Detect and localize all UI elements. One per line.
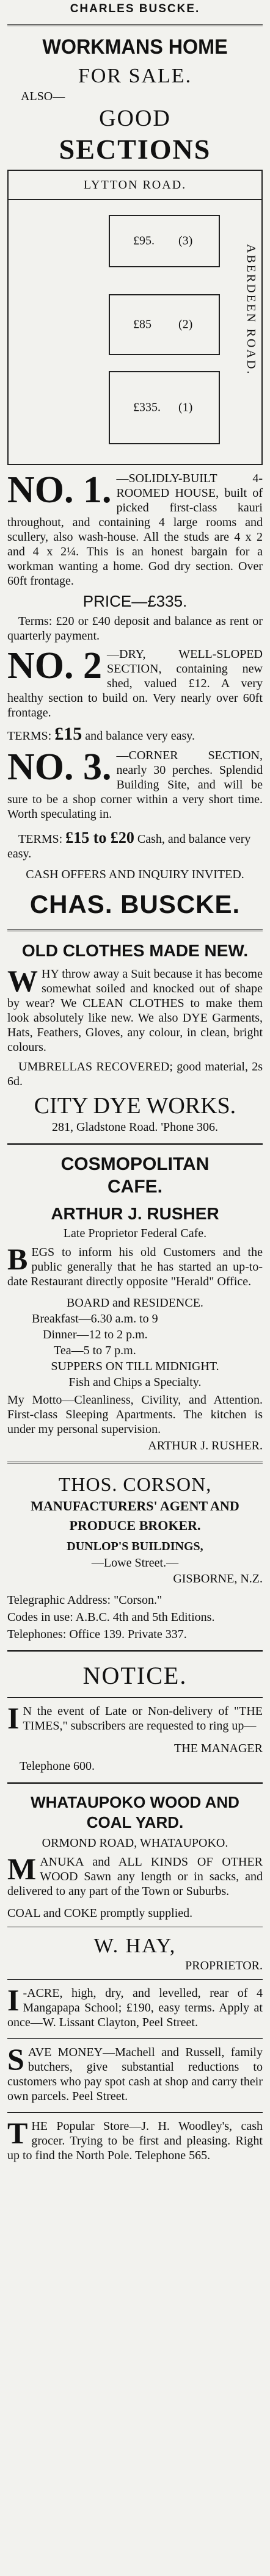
advertiser-signature: CHAS. BUSCKE. — [29, 890, 241, 918]
business-name: THOS. CORSON, — [58, 1473, 212, 1495]
sections-heading: SECTIONS — [59, 134, 211, 165]
drop-cap: I — [7, 1701, 20, 1735]
building: DUNLOP'S BUILDINGS, — [67, 1540, 203, 1553]
thos-corson-ad — [7, 1472, 263, 1642]
lot-2 — [109, 294, 220, 355]
also-label: ALSO— — [21, 90, 65, 103]
workmans-home-ad — [7, 35, 263, 921]
dye-works-ad — [7, 940, 263, 1135]
lot-price: £85 — [133, 317, 151, 331]
classified-text: HE Popular Store—J. H. Woodley's, cash grocer. Trying to be first and pleasing. Right up to find the North Pole. Telephone 565. — [7, 2120, 263, 2162]
ad-body — [7, 1852, 263, 1901]
classified-item — [7, 2042, 263, 2106]
top-banner: CHARLES BUSCKE. — [70, 2, 200, 15]
divider — [7, 2038, 263, 2039]
divider — [7, 1979, 263, 1980]
ad-title: WORKMANS HOME — [42, 35, 228, 59]
advertiser-signature: ARTHUR J. RUSHER. — [148, 1439, 263, 1452]
telegraphic-address: Telegraphic Address: "Corson." — [7, 1593, 162, 1607]
classified-text: AVE MONEY—Machell and Russell, family butchers, give substantial reductions to customers who pay spot cash at shop and carry their own parcels. Peel Street. — [7, 2046, 263, 2103]
ad-text: ANUKA and ALL KINDS OF OTHER WOOD Sawn any length or in sacks, and delivered to any part of the Town or Suburbs. — [7, 1855, 263, 1898]
lot-price: £335. — [133, 400, 161, 414]
late-proprietor: Late Proprietor Federal Cafe. — [63, 1227, 207, 1240]
ad-title: OLD CLOTHES MADE NEW. — [21, 941, 249, 960]
drop-cap: W — [7, 964, 38, 998]
divider — [7, 1697, 263, 1698]
fish-line: Fish and Chips a Specialty. — [68, 1376, 202, 1389]
divider — [7, 24, 263, 26]
lot-label: NO. 2 — [7, 645, 102, 687]
meal-time: Tea—5 to 7 p.m. — [54, 1344, 136, 1357]
good-heading: GOOD — [99, 106, 171, 131]
classified-list — [7, 1983, 263, 2165]
ad-text: N the event of Late or Non-delivery of "THE TIMES," subscribers are requested to ring up— — [23, 1705, 263, 1733]
ad-text: EGS to inform his old Customers and the public generally that he has started an up-to-date Restaurant directly opposite "Herald" Office. — [7, 1246, 263, 1288]
ad-title: NOTICE. — [82, 1662, 188, 1689]
classified-text: -ACRE, high, dry, and levelled, rear of 4 Mangapapa School; £190, easy terms. Apply at once—W. Lissant Clayton, Peel Street. — [7, 1986, 263, 2029]
divider — [7, 1650, 263, 1652]
lot-number: (1) — [178, 400, 193, 414]
lot-price: £95. — [133, 234, 155, 248]
lot-1 — [109, 371, 220, 444]
ad-body — [7, 1701, 263, 1736]
town: GISBORNE, N.Z. — [173, 1572, 263, 1586]
lot-no3 — [7, 748, 263, 824]
drop-cap: S — [7, 2042, 24, 2076]
suppers-line: SUPPERS ON TILL MIDNIGHT. — [51, 1360, 219, 1373]
price-line: PRICE—£335. — [82, 592, 188, 610]
telephones-line: Telephones: Office 139. Private 337. — [7, 1628, 187, 1641]
proprietor-label: PROPRIETOR. — [185, 1959, 263, 1972]
lot-description: —SOLIDLY-BUILT 4-ROOMED HOUSE, built of picked first-class kauri throughout, and containing 4 large rooms and scullery, also wash-house. All the studs are 4 x 2 and 4 x 2¼. This is an honest bargain for a workman wanting a home. God dry section. Over 60ft frontage. — [7, 472, 263, 588]
yard-address: ORMOND ROAD, WHATAUPOKO. — [42, 1836, 228, 1850]
ad-body — [7, 1242, 263, 1291]
newspaper-column — [7, 0, 263, 2165]
lot-label: NO. 1. — [7, 469, 112, 511]
divider — [7, 929, 263, 931]
drop-cap: M — [7, 1852, 37, 1886]
lot-number: (2) — [178, 317, 193, 331]
cosmopolitan-cafe-ad — [7, 1153, 263, 1453]
lot-number: (3) — [178, 234, 193, 248]
lot-3 — [109, 215, 220, 267]
ad-title: COAL YARD. — [86, 1813, 184, 1831]
drop-cap: T — [7, 2116, 28, 2150]
lot-description: —DRY, WELL-SLOPED SECTION, containing new shed, valued £12. A very healthy section to build on. Very nearly over 60ft frontage. — [7, 648, 263, 720]
meal-time: Dinner—12 to 2 p.m. — [43, 1328, 148, 1341]
classified-item — [7, 1983, 263, 2032]
drop-cap: I — [7, 1983, 20, 2017]
business-line: MANUFACTURERS' AGENT AND — [31, 1498, 239, 1513]
motto-text: My Motto—Cleanliness, Civility, and Attention. First-class Sleeping Apartments. The kitchen is under my personal supervision. — [7, 1393, 263, 1436]
business-name: CITY DYE WORKS. — [34, 1093, 236, 1119]
ad-text: HY throw away a Suit because it has become somewhat soiled and knocked out of shape by wear? We CLEAN CLOTHES to make them look absolutely like new. We also DYE Garments, Hats, Feathers, Gloves, any colour, in clean, bright colours. — [7, 967, 263, 1054]
ad-body — [7, 964, 263, 1057]
lot-no1 — [7, 471, 263, 591]
terms-line: Terms: £20 or £40 deposit and balance as rent or quarterly payment. — [7, 615, 263, 643]
ad-text: UMBRELLAS RECOVERED; good material, 2s 6d. — [7, 1060, 263, 1088]
classified-item — [7, 2116, 263, 2165]
ad-title: WHATAUPOKO WOOD AND — [31, 1793, 239, 1811]
terms-line: TERMS: £15 to £20 Cash, and balance very easy. — [7, 829, 251, 860]
ad-title: CAFE. — [108, 1177, 162, 1197]
for-sale: FOR SALE. — [78, 65, 192, 87]
business-line: PRODUCE BROKER. — [69, 1518, 201, 1533]
street: —Lowe Street.— — [91, 1556, 179, 1570]
telephone-line: Telephone 600. — [20, 1759, 95, 1773]
divider — [7, 2112, 263, 2113]
meal-time: Breakfast—6.30 a.m. to 9 — [32, 1312, 158, 1326]
coal-line: COAL and COKE promptly supplied. — [7, 1907, 193, 1920]
section-plan — [7, 170, 263, 465]
drop-cap: B — [7, 1242, 28, 1276]
lot-no2 — [7, 647, 263, 723]
divider — [7, 1143, 263, 1145]
meal-times — [32, 1311, 263, 1358]
ad-title: COSMOPOLITAN — [60, 1154, 210, 1174]
divider — [7, 1782, 263, 1784]
advertiser-signature: THE MANAGER — [174, 1742, 263, 1755]
proprietor-name: ARTHUR J. RUSHER — [51, 1204, 219, 1223]
lytton-road-label: LYTTON ROAD. — [9, 171, 261, 200]
board-residence: BOARD and RESIDENCE. — [67, 1296, 203, 1310]
codes-line: Codes in use: A.B.C. 4th and 5th Editions. — [7, 1611, 215, 1624]
business-address: 281, Gladstone Road. 'Phone 306. — [52, 1120, 218, 1134]
business-name: W. HAY, — [93, 1935, 177, 1957]
cash-offers: CASH OFFERS AND INQUIRY INVITED. — [26, 868, 244, 881]
notice-ad — [7, 1661, 263, 1773]
terms-line: TERMS: £15 and balance very easy. — [7, 724, 195, 744]
aberdeen-road-label: ABERDEEN ROAD. — [244, 244, 258, 376]
divider — [7, 1462, 263, 1463]
wood-coal-yard-ad — [7, 1792, 263, 1973]
lot-description: —CORNER SECTION, nearly 30 perches. Splendid Building Site, and will be sure to be a shop corner within a very short time. Worth speculating in. — [7, 749, 263, 821]
lot-label: NO. 3. — [7, 746, 112, 788]
